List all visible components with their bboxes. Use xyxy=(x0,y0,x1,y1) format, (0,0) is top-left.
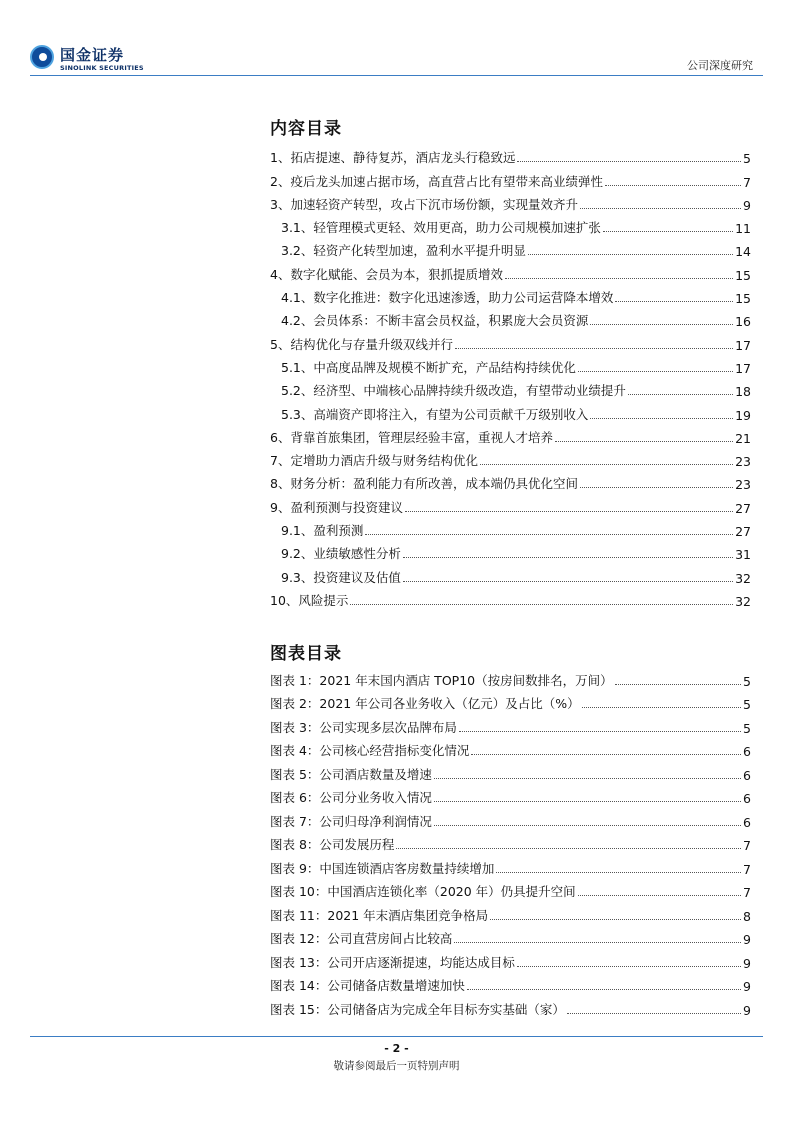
footer-disclaimer: 敬请参阅最后一页特别声明 xyxy=(333,1060,460,1072)
contents-title: 内容目录 xyxy=(270,119,342,139)
dot-leader xyxy=(567,1013,741,1014)
toc-entry[interactable] xyxy=(270,423,751,446)
figure-entry-page: 9 xyxy=(743,955,751,971)
dot-leader xyxy=(434,778,741,779)
figure-entry[interactable] xyxy=(270,900,751,924)
toc-entry-page: 14 xyxy=(735,244,751,260)
figure-entry-page: 9 xyxy=(743,1002,751,1018)
dot-leader xyxy=(365,534,733,535)
toc-entry-title: 7、定增助力酒店升级与财务结构优化 xyxy=(270,453,478,469)
toc-entry[interactable] xyxy=(270,516,751,539)
toc-entry-page: 23 xyxy=(735,454,751,470)
dot-leader xyxy=(628,394,733,395)
report-type: 公司深度研究 xyxy=(687,59,753,72)
toc-entry-title: 4.2、会员体系：不断丰富会员权益，积累庞大会员资源 xyxy=(281,313,589,329)
dot-leader xyxy=(455,348,733,349)
dot-leader xyxy=(403,581,733,582)
figure-entry[interactable] xyxy=(270,853,751,877)
figure-entry[interactable] xyxy=(270,806,751,830)
dot-leader xyxy=(517,161,741,162)
toc-entry[interactable] xyxy=(270,539,751,562)
figure-entry-page: 5 xyxy=(743,673,751,689)
dot-leader xyxy=(528,254,733,255)
logo-english-name: SINOLINK SECURITIES xyxy=(60,64,144,72)
toc-entry-title: 5.1、中高度品牌及规模不断扩充，产品结构持续优化 xyxy=(281,359,576,375)
dot-leader xyxy=(615,301,733,302)
dot-leader xyxy=(505,278,733,279)
figure-entry-title: 图表 3：公司实现多层次品牌布局 xyxy=(270,719,457,735)
figure-entry[interactable] xyxy=(270,924,751,948)
toc-entry[interactable] xyxy=(270,259,751,282)
toc-entry[interactable] xyxy=(270,446,751,469)
toc-entry[interactable] xyxy=(270,329,751,352)
toc-entry-page: 23 xyxy=(735,477,751,493)
toc-entry-title: 5.3、高端资产即将注入，有望为公司贡献千万级别收入 xyxy=(281,406,589,422)
figure-entry[interactable] xyxy=(270,994,751,1018)
figure-entry[interactable] xyxy=(270,877,751,901)
toc-entry-title: 5、结构优化与存量升级双线并行 xyxy=(270,336,453,352)
toc-entry-title: 3.2、轻资产化转型加速，盈利水平提升明显 xyxy=(281,243,526,259)
figure-entry-page: 6 xyxy=(743,791,751,806)
dot-leader xyxy=(555,441,733,442)
figure-entry-title: 图表 13：公司开店逐渐提速，均能达成目标 xyxy=(270,954,515,970)
toc-entry-page: 32 xyxy=(735,570,751,586)
dot-leader xyxy=(467,989,741,990)
toc-entry-title: 9、盈利预测与投资建议 xyxy=(270,499,403,515)
figure-entry-title: 图表 12：公司直营房间占比较高 xyxy=(270,931,453,946)
figure-entry-title: 图表 10：中国酒店连锁化率（2020 年）仍具提升空间 xyxy=(270,884,576,899)
figure-entry-page: 9 xyxy=(743,979,751,994)
figure-entry-title: 图表 14：公司储备店数量增速加快 xyxy=(270,978,465,993)
company-logo xyxy=(30,45,150,75)
toc-entry[interactable] xyxy=(270,376,751,399)
toc-entry-page: 31 xyxy=(735,547,751,563)
dot-leader xyxy=(396,848,741,849)
toc-entry-page: 27 xyxy=(735,524,751,540)
toc-entry-page: 5 xyxy=(743,151,751,167)
figures-list xyxy=(270,665,751,1018)
toc-entry[interactable] xyxy=(270,399,751,422)
dot-leader xyxy=(454,942,741,943)
figure-entry-page: 6 xyxy=(743,744,751,759)
dot-leader xyxy=(490,919,741,920)
dot-leader xyxy=(434,825,741,826)
dot-leader xyxy=(350,604,733,605)
toc-entry-title: 6、背靠首旅集团，管理层经验丰富，重视人才培养 xyxy=(270,429,553,445)
toc-entry[interactable] xyxy=(270,469,751,492)
toc-entry-page: 11 xyxy=(735,221,751,237)
toc-entry[interactable] xyxy=(270,143,751,166)
figure-entry[interactable] xyxy=(270,783,751,807)
toc-entry[interactable] xyxy=(270,283,751,306)
page-header xyxy=(0,0,793,80)
toc-entry-title: 9.3、投资建议及估值 xyxy=(281,569,401,585)
dot-leader xyxy=(517,966,741,967)
toc-entry-page: 16 xyxy=(735,314,751,330)
toc-entry-title: 4、数字化赋能、会员为本，狠抓提质增效 xyxy=(270,266,503,282)
dot-leader xyxy=(496,872,741,873)
figure-entry[interactable] xyxy=(270,712,751,736)
figure-entry-page: 5 xyxy=(743,720,751,736)
toc-entry-page: 19 xyxy=(735,407,751,423)
header-divider xyxy=(30,75,763,76)
toc-entry-title: 3.1、轻管理模式更轻、效用更高，助力公司规模加速扩张 xyxy=(281,220,601,236)
figure-entry-page: 8 xyxy=(743,908,751,924)
figure-entry-title: 图表 15：公司储备店为完成全年目标夯实基础（家） xyxy=(270,1001,565,1017)
toc-entry-page: 9 xyxy=(743,197,751,213)
figure-entry-title: 图表 5：公司酒店数量及增速 xyxy=(270,766,432,782)
toc-entry[interactable] xyxy=(270,353,751,376)
dot-leader xyxy=(403,557,733,558)
toc-entry-page: 17 xyxy=(735,337,751,353)
toc-entry[interactable] xyxy=(270,213,751,236)
dot-leader xyxy=(459,731,741,732)
dot-leader xyxy=(580,487,733,488)
figure-entry-page: 5 xyxy=(743,697,751,712)
toc-entry[interactable] xyxy=(270,190,751,213)
figure-entry[interactable] xyxy=(270,947,751,971)
figure-entry-title: 图表 7：公司归母净利润情况 xyxy=(270,813,432,829)
dot-leader xyxy=(578,895,741,896)
toc-entry-title: 1、拓店提速、静待复苏，酒店龙头行稳致远 xyxy=(270,150,516,166)
dot-leader xyxy=(603,231,733,232)
figure-entry-title: 图表 6：公司分业务收入情况 xyxy=(270,790,432,805)
toc-entry-title: 9.1、盈利预测 xyxy=(281,523,364,539)
figure-entry-title: 图表 2：2021 年公司各业务收入（亿元）及占比（%） xyxy=(270,696,580,711)
figure-entry-title: 图表 9：中国连锁酒店客房数量持续增加 xyxy=(270,860,495,876)
figure-entry-title: 图表 1：2021 年末国内酒店 TOP10（按房间数排名，万间） xyxy=(270,672,613,688)
dot-leader xyxy=(405,511,733,512)
figure-entry[interactable] xyxy=(270,689,751,713)
figure-entry-page: 7 xyxy=(743,885,751,900)
toc-entry-title: 4.1、数字化推进：数字化迅速渗透，助力公司运营降本增效 xyxy=(281,290,614,306)
dot-leader xyxy=(578,371,733,372)
toc-entry-page: 18 xyxy=(735,384,751,400)
dot-leader xyxy=(434,801,741,802)
dot-leader xyxy=(605,185,741,186)
figure-entry-page: 6 xyxy=(743,814,751,830)
figure-entry[interactable] xyxy=(270,830,751,854)
dot-leader xyxy=(615,684,741,685)
dot-leader xyxy=(580,208,741,209)
toc-entry[interactable] xyxy=(270,562,751,585)
toc-entry[interactable] xyxy=(270,306,751,329)
figure-entry[interactable] xyxy=(270,665,751,689)
toc-entry-title: 2、疫后龙头加速占据市场，高直营占比有望带来高业绩弹性 xyxy=(270,173,603,189)
dot-leader xyxy=(590,418,733,419)
dot-leader xyxy=(471,754,741,755)
toc-entry[interactable] xyxy=(270,492,751,515)
figures-title: 图表目录 xyxy=(270,644,342,664)
dot-leader xyxy=(590,324,733,325)
figure-entry-title: 图表 8：公司发展历程 xyxy=(270,837,395,852)
toc-entry[interactable] xyxy=(270,166,751,189)
dot-leader xyxy=(582,707,741,708)
toc-entry-page: 15 xyxy=(735,291,751,307)
figure-entry[interactable] xyxy=(270,736,751,760)
toc-entry-page: 32 xyxy=(735,593,751,609)
logo-mark-icon xyxy=(30,45,54,69)
figure-entry-page: 7 xyxy=(743,838,751,853)
figure-entry-title: 图表 11：2021 年末酒店集团竞争格局 xyxy=(270,907,489,923)
toc-entry-title: 5.2、经济型、中端核心品牌持续升级改造，有望带动业绩提升 xyxy=(281,383,626,399)
figure-entry-page: 9 xyxy=(743,932,751,947)
page-number: - 2 - xyxy=(384,1042,409,1055)
toc-entry-page: 7 xyxy=(743,174,751,190)
logo-chinese-name: 国金证券 xyxy=(60,46,125,64)
toc-entry-title: 8、财务分析：盈利能力有所改善，成本端仍具优化空间 xyxy=(270,476,578,492)
toc-entry-page: 17 xyxy=(735,360,751,376)
dot-leader xyxy=(480,464,733,465)
toc-entry-title: 9.2、业绩敏感性分析 xyxy=(281,546,401,562)
toc-entry-page: 15 xyxy=(735,267,751,283)
figure-entry[interactable] xyxy=(270,971,751,995)
figure-entry[interactable] xyxy=(270,759,751,783)
toc-entry-title: 10、风险提示 xyxy=(270,592,349,608)
figure-entry-title: 图表 4：公司核心经营指标变化情况 xyxy=(270,743,470,758)
toc-entry[interactable] xyxy=(270,586,751,609)
toc-entry-page: 21 xyxy=(735,430,751,446)
figure-entry-page: 7 xyxy=(743,861,751,877)
footer-divider xyxy=(30,1036,763,1037)
toc-entry-title: 3、加速轻资产转型，攻占下沉市场份额，实现量效齐升 xyxy=(270,196,578,212)
figure-entry-page: 6 xyxy=(743,767,751,783)
toc-entry[interactable] xyxy=(270,236,751,259)
contents-list xyxy=(270,143,751,609)
toc-entry-page: 27 xyxy=(735,500,751,516)
